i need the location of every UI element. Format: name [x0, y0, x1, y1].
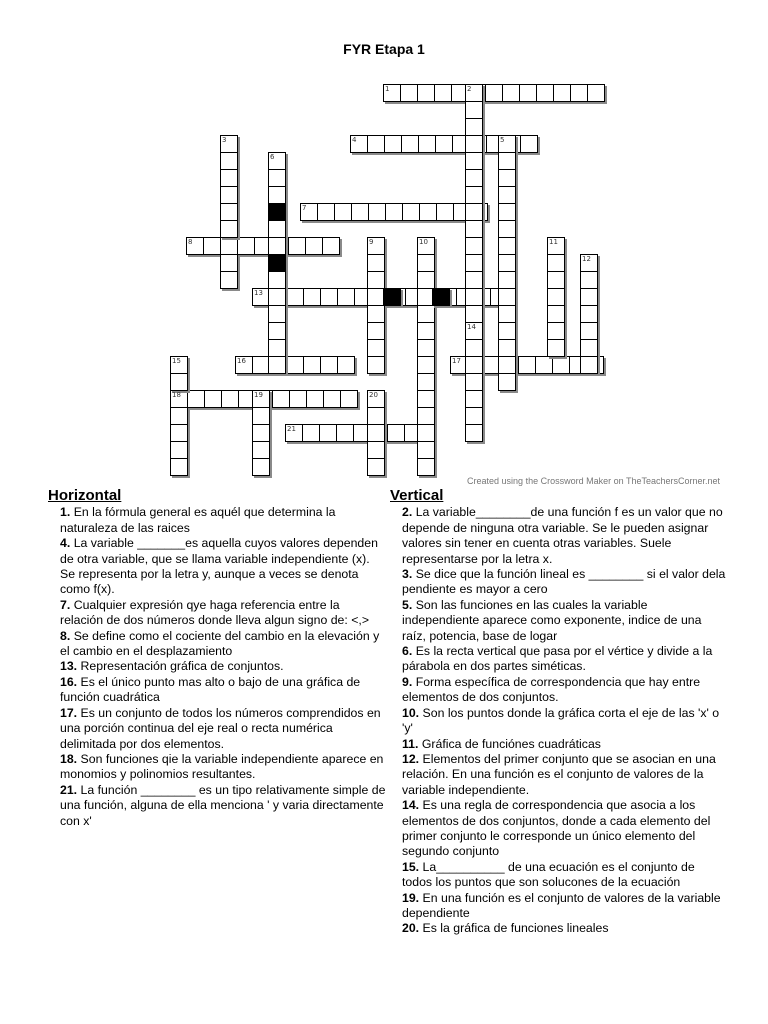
- grid-cell[interactable]: [417, 458, 435, 476]
- grid-cell[interactable]: [498, 135, 516, 153]
- grid-cell[interactable]: [502, 84, 520, 102]
- grid-cell[interactable]: [319, 424, 337, 442]
- grid-cell[interactable]: [303, 288, 321, 306]
- grid-cell[interactable]: [170, 356, 188, 374]
- clue-text: En una función es el conjunto de valores de la variable dependiente: [402, 890, 721, 920]
- grid-cell[interactable]: [465, 424, 483, 442]
- grid-cell[interactable]: [317, 203, 335, 221]
- grid-cell[interactable]: [268, 271, 286, 289]
- grid-cell[interactable]: [465, 305, 483, 323]
- grid-cell[interactable]: [235, 356, 253, 374]
- grid-cell[interactable]: [435, 135, 453, 153]
- grid-cell[interactable]: [334, 203, 352, 221]
- grid-cell[interactable]: [305, 237, 323, 255]
- grid-cell[interactable]: [268, 186, 286, 204]
- grid-cell[interactable]: [220, 254, 238, 272]
- grid-cell[interactable]: [518, 356, 536, 374]
- clue-number: 15.: [402, 859, 420, 874]
- grid-cell[interactable]: [204, 390, 222, 408]
- clue-item: [390, 921, 728, 936]
- cell-number: 14: [467, 323, 476, 331]
- clue-number: 5.: [402, 597, 413, 612]
- horizontal-clues: [48, 488, 386, 829]
- grid-cell[interactable]: [498, 305, 516, 323]
- crossword-grid: [0, 0, 768, 480]
- cell-number: 10: [419, 238, 428, 246]
- grid-cell[interactable]: [498, 339, 516, 357]
- grid-cell[interactable]: [387, 424, 405, 442]
- grid-cell[interactable]: [547, 339, 565, 357]
- grid-cell[interactable]: [268, 322, 286, 340]
- cell-number: 15: [172, 357, 181, 365]
- grid-cell[interactable]: [170, 441, 188, 459]
- grid-cell[interactable]: [367, 237, 385, 255]
- grid-cell[interactable]: [302, 424, 320, 442]
- clue-text: Son funciones qie la variable independiente aparece en monomios y polinomios resultantes.: [60, 751, 384, 782]
- grid-cell[interactable]: [587, 84, 605, 102]
- grid-cell[interactable]: [220, 135, 238, 153]
- grid-cell[interactable]: [498, 220, 516, 238]
- grid-cell[interactable]: [268, 152, 286, 170]
- grid-cell[interactable]: [170, 424, 188, 442]
- cell-number: 5: [500, 136, 505, 144]
- shaded-cell: [268, 254, 286, 272]
- grid-cell[interactable]: [418, 135, 436, 153]
- grid-cell[interactable]: [252, 424, 270, 442]
- grid-cell[interactable]: [465, 339, 483, 357]
- clue-item: [48, 598, 386, 629]
- grid-cell[interactable]: [323, 390, 341, 408]
- cell-number: 20: [369, 391, 378, 399]
- grid-cell[interactable]: [220, 186, 238, 204]
- grid-cell[interactable]: [417, 441, 435, 459]
- grid-cell[interactable]: [351, 203, 369, 221]
- clue-number: 8.: [60, 628, 71, 643]
- grid-cell[interactable]: [322, 237, 340, 255]
- grid-cell[interactable]: [417, 322, 435, 340]
- clue-text: En la fórmula general es aquél que determina la naturaleza de las raices: [60, 505, 336, 535]
- horizontal-heading: Horizontal: [48, 487, 122, 504]
- grid-cell[interactable]: [498, 152, 516, 170]
- grid-cell[interactable]: [580, 305, 598, 323]
- grid-cell[interactable]: [417, 424, 435, 442]
- clue-item: [48, 536, 386, 598]
- cell-number: 21: [287, 425, 296, 433]
- grid-cell[interactable]: [417, 84, 435, 102]
- cell-number: 18: [172, 391, 181, 399]
- grid-cell[interactable]: [367, 356, 385, 374]
- clue-number: 13.: [60, 659, 78, 674]
- grid-cell[interactable]: [417, 390, 435, 408]
- grid-cell[interactable]: [336, 424, 354, 442]
- vertical-heading: Vertical: [390, 487, 444, 504]
- clue-text: La__________ de una ecuación es el conjunto de todos los puntos que son solucones de la ecuación: [402, 859, 695, 890]
- clue-text: Elementos del primer conjunto que se asocian en una relación. En una función es el conjunto de valores de la variable independiente.: [402, 751, 716, 797]
- grid-cell[interactable]: [465, 288, 483, 306]
- clue-number: 4.: [60, 536, 71, 551]
- grid-cell[interactable]: [498, 237, 516, 255]
- grid-cell[interactable]: [498, 288, 516, 306]
- cell-number: 19: [254, 391, 263, 399]
- clue-text: Cualquier expresión qye haga referencia entre la relación de dos números donde lleva algun signo de: <,>: [60, 597, 370, 628]
- cell-number: 2: [467, 85, 472, 93]
- grid-cell[interactable]: [306, 390, 324, 408]
- grid-cell[interactable]: [252, 458, 270, 476]
- grid-cell[interactable]: [536, 84, 554, 102]
- grid-cell[interactable]: [547, 288, 565, 306]
- clue-text: Es una regla de correspondencia que asocia a los elementos de dos conjuntos, donde a cada elemento del primer conjunto le corresponde un único elemento del segundo conjunto: [402, 798, 711, 859]
- clue-number: 10.: [402, 705, 420, 720]
- grid-cell[interactable]: [367, 305, 385, 323]
- grid-cell[interactable]: [286, 288, 304, 306]
- cell-number: 6: [270, 153, 275, 161]
- grid-cell[interactable]: [268, 169, 286, 187]
- grid-cell[interactable]: [320, 288, 338, 306]
- grid-cell[interactable]: [367, 424, 385, 442]
- grid-cell[interactable]: [170, 390, 188, 408]
- grid-cell[interactable]: [485, 84, 503, 102]
- shaded-cell: [268, 203, 286, 221]
- clue-number: 12.: [402, 751, 420, 766]
- cell-number: 16: [237, 357, 246, 365]
- grid-cell[interactable]: [350, 135, 368, 153]
- grid-cell[interactable]: [552, 356, 570, 374]
- grid-cell[interactable]: [580, 339, 598, 357]
- grid-cell[interactable]: [465, 271, 483, 289]
- grid-cell[interactable]: [367, 322, 385, 340]
- cell-number: 7: [302, 204, 307, 212]
- grid-cell[interactable]: [465, 322, 483, 340]
- grid-cell[interactable]: [498, 254, 516, 272]
- grid-cell[interactable]: [368, 203, 386, 221]
- grid-cell[interactable]: [337, 288, 355, 306]
- grid-cell[interactable]: [498, 186, 516, 204]
- grid-cell[interactable]: [170, 458, 188, 476]
- grid-cell[interactable]: [465, 390, 483, 408]
- cell-number: 4: [352, 136, 357, 144]
- clue-text: Gráfica de funciónes cuadráticas: [421, 736, 601, 751]
- grid-cell[interactable]: [340, 390, 358, 408]
- grid-cell[interactable]: [203, 237, 221, 255]
- grid-cell[interactable]: [580, 288, 598, 306]
- clue-number: 11.: [402, 736, 419, 751]
- cell-number: 13: [254, 289, 263, 297]
- grid-cell[interactable]: [498, 169, 516, 187]
- grid-cell[interactable]: [498, 271, 516, 289]
- clue-number: 7.: [60, 597, 71, 612]
- grid-cell[interactable]: [465, 373, 483, 391]
- clue-item: [390, 598, 728, 644]
- grid-cell[interactable]: [417, 305, 435, 323]
- grid-cell[interactable]: [580, 254, 598, 272]
- grid-cell[interactable]: [498, 322, 516, 340]
- clue-text: Se dice que la función lineal es ________ si el valor dela pendiente es mayor a cero: [402, 567, 726, 597]
- clue-text: Es el único punto mas alto o bajo de una gráfica de función cuadrática: [60, 674, 361, 705]
- grid-cell[interactable]: [220, 271, 238, 289]
- grid-cell[interactable]: [436, 203, 454, 221]
- grid-cell[interactable]: [570, 84, 588, 102]
- grid-cell[interactable]: [547, 322, 565, 340]
- grid-cell[interactable]: [220, 152, 238, 170]
- grid-cell[interactable]: [417, 339, 435, 357]
- grid-cell[interactable]: [268, 288, 286, 306]
- cell-number: 9: [369, 238, 374, 246]
- grid-cell[interactable]: [465, 118, 483, 136]
- cell-number: 12: [582, 255, 591, 263]
- shaded-cell: [432, 288, 450, 306]
- grid-cell[interactable]: [465, 254, 483, 272]
- grid-cell[interactable]: [498, 356, 516, 374]
- grid-cell[interactable]: [237, 237, 255, 255]
- grid-cell[interactable]: [367, 254, 385, 272]
- clue-item: [390, 860, 728, 891]
- grid-cell[interactable]: [268, 339, 286, 357]
- shaded-cell: [383, 288, 401, 306]
- clue-text: Es un conjunto de todos los números comprendidos en una porción continua del eje real o recta numérica delimitada por dos elementos.: [60, 705, 381, 751]
- grid-cell[interactable]: [547, 237, 565, 255]
- clue-number: 16.: [60, 674, 78, 689]
- grid-cell[interactable]: [220, 237, 238, 255]
- grid-cell[interactable]: [465, 152, 483, 170]
- clue-number: 2.: [402, 505, 413, 520]
- grid-cell[interactable]: [367, 390, 385, 408]
- clue-item: [390, 644, 728, 675]
- grid-cell[interactable]: [220, 169, 238, 187]
- clue-item: [48, 629, 386, 660]
- cell-number: 8: [188, 238, 193, 246]
- clue-number: 14.: [402, 798, 420, 813]
- cell-number: 17: [452, 357, 461, 365]
- clue-text: Se define como el cociente del cambio en la elevación y el cambio en el desplazamiento: [60, 628, 380, 659]
- clue-text: Es la recta vertical que pasa por el vértice y divide a la párabola en dos partes siméticas.: [402, 644, 713, 674]
- grid-cell[interactable]: [220, 220, 238, 238]
- grid-cell[interactable]: [272, 390, 290, 408]
- grid-cell[interactable]: [367, 135, 385, 153]
- clue-item: [390, 567, 728, 598]
- page-title: FYR Etapa 1: [343, 41, 425, 57]
- clue-item: [48, 675, 386, 706]
- grid-cell[interactable]: [268, 356, 286, 374]
- clue-number: 17.: [60, 705, 78, 720]
- grid-cell[interactable]: [367, 407, 385, 425]
- grid-cell[interactable]: [367, 271, 385, 289]
- grid-cell[interactable]: [465, 220, 483, 238]
- cell-number: 1: [385, 85, 390, 93]
- clue-number: 19.: [402, 890, 420, 905]
- clue-item: [390, 891, 728, 922]
- clue-text: Representación gráfica de conjuntos.: [80, 659, 284, 674]
- grid-cell[interactable]: [417, 407, 435, 425]
- grid-cell[interactable]: [434, 84, 452, 102]
- grid-cell[interactable]: [419, 203, 437, 221]
- clue-item: [48, 783, 386, 829]
- clue-text: La función ________ es un tipo relativamente simple de una función, alguna de ella menciona ' y varia directamente con x': [60, 782, 386, 828]
- grid-cell[interactable]: [383, 84, 401, 102]
- grid-cell[interactable]: [252, 441, 270, 459]
- grid-cell[interactable]: [401, 135, 419, 153]
- grid-cell[interactable]: [384, 135, 402, 153]
- grid-cell[interactable]: [268, 237, 286, 255]
- grid-cell[interactable]: [547, 271, 565, 289]
- grid-cell[interactable]: [417, 356, 435, 374]
- grid-cell[interactable]: [320, 356, 338, 374]
- grid-cell[interactable]: [288, 237, 306, 255]
- clue-number: 18.: [60, 751, 78, 766]
- clue-number: 9.: [402, 674, 413, 689]
- grid-cell[interactable]: [465, 169, 483, 187]
- grid-cell[interactable]: [252, 390, 270, 408]
- grid-cell[interactable]: [289, 390, 307, 408]
- grid-cell[interactable]: [300, 203, 318, 221]
- grid-cell[interactable]: [367, 441, 385, 459]
- grid-cell[interactable]: [417, 373, 435, 391]
- clue-item: [390, 798, 728, 860]
- grid-cell[interactable]: [417, 271, 435, 289]
- grid-cell[interactable]: [520, 135, 538, 153]
- clue-item: [390, 675, 728, 706]
- clue-item: [48, 706, 386, 752]
- clue-text: Son los puntos donde la gráfica corta el eje de las 'x' o 'y': [402, 705, 720, 736]
- grid-cell[interactable]: [465, 356, 483, 374]
- grid-cell[interactable]: [367, 339, 385, 357]
- grid-cell[interactable]: [465, 237, 483, 255]
- clue-item: [48, 752, 386, 783]
- grid-cell[interactable]: [220, 203, 238, 221]
- grid-cell[interactable]: [498, 203, 516, 221]
- grid-cell[interactable]: [465, 135, 483, 153]
- grid-cell[interactable]: [547, 305, 565, 323]
- grid-cell[interactable]: [417, 254, 435, 272]
- clue-text: La variable _______es aquella cuyos valores dependen de otra variable, que se llama variable independiente (x). Se representa por la letra y, aunque a veces se denota como f(x).: [60, 536, 378, 597]
- grid-cell[interactable]: [268, 305, 286, 323]
- grid-cell[interactable]: [252, 407, 270, 425]
- grid-cell[interactable]: [400, 84, 418, 102]
- grid-cell[interactable]: [498, 373, 516, 391]
- grid-cell[interactable]: [187, 390, 205, 408]
- grid-cell[interactable]: [465, 84, 483, 102]
- grid-cell[interactable]: [221, 390, 239, 408]
- clue-text: Es la gráfica de funciones lineales: [422, 921, 609, 936]
- cell-number: 3: [222, 136, 227, 144]
- clue-number: 1.: [60, 505, 71, 520]
- clue-text: Forma específica de correspondencia que hay entre elementos de dos conjuntos.: [402, 674, 701, 705]
- clue-item: [390, 706, 728, 737]
- clue-number: 20.: [402, 921, 420, 936]
- clue-item: [390, 737, 728, 752]
- credit-text: Created using the Crossword Maker on TheTeachersCorner.net: [467, 476, 720, 486]
- grid-cell[interactable]: [465, 407, 483, 425]
- grid-cell[interactable]: [553, 84, 571, 102]
- grid-cell[interactable]: [580, 322, 598, 340]
- clue-text: Son las funciones en las cuales la variable independiente aparece como exponente, indice de una raíz, potencia, base de logar: [402, 597, 702, 643]
- grid-cell[interactable]: [303, 356, 321, 374]
- vertical-clues: [390, 488, 728, 937]
- clue-number: 21.: [60, 782, 78, 797]
- clue-text: La variable________de una función f es un valor que no depende de ninguna otra variable. Se le pueden asignar valores sin tener en cuenta otras variables. Suele representarse por la letra x.: [402, 505, 723, 566]
- grid-cell[interactable]: [547, 254, 565, 272]
- clue-item: [390, 752, 728, 798]
- grid-cell[interactable]: [465, 203, 483, 221]
- grid-cell[interactable]: [186, 237, 204, 255]
- clue-number: 3.: [402, 567, 413, 582]
- grid-cell[interactable]: [465, 186, 483, 204]
- grid-cell[interactable]: [286, 356, 304, 374]
- grid-cell[interactable]: [417, 237, 435, 255]
- grid-cell[interactable]: [385, 203, 403, 221]
- grid-cell[interactable]: [367, 458, 385, 476]
- grid-cell[interactable]: [535, 356, 553, 374]
- grid-cell[interactable]: [268, 220, 286, 238]
- grid-cell[interactable]: [170, 407, 188, 425]
- grid-cell[interactable]: [580, 271, 598, 289]
- grid-cell[interactable]: [519, 84, 537, 102]
- grid-cell[interactable]: [170, 373, 188, 391]
- grid-cell[interactable]: [465, 101, 483, 119]
- clue-item: [390, 505, 728, 567]
- clue-item: [48, 505, 386, 536]
- grid-cell[interactable]: [402, 203, 420, 221]
- grid-cell[interactable]: [337, 356, 355, 374]
- clue-item: [48, 659, 386, 674]
- grid-cell[interactable]: [580, 356, 598, 374]
- cell-number: 11: [549, 238, 558, 246]
- clue-number: 6.: [402, 644, 413, 659]
- grid-cell[interactable]: [285, 424, 303, 442]
